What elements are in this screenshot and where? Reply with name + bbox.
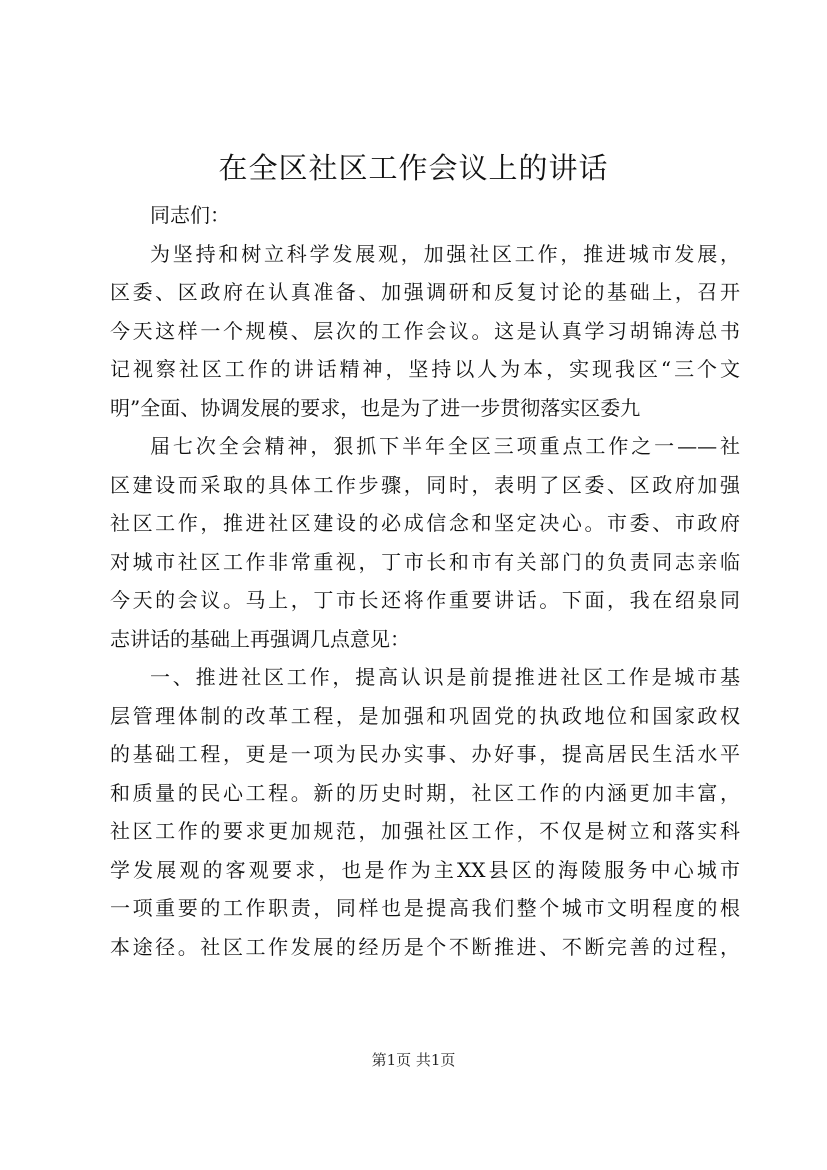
paragraph-line: 记视察社区工作的讲话精神，坚持以人为本，实现我区“三个文 bbox=[110, 357, 740, 381]
paragraph-line: 社区工作的要求更加规范，加强社区工作，不仅是树立和落实科 bbox=[110, 819, 740, 843]
paragraph-line: 社区工作，推进社区建设的必成信念和坚定决心。市委、市政府 bbox=[110, 511, 740, 535]
paragraph-line: 届七次全会精神，狠抓下半年全区三项重点工作之一——社 bbox=[150, 434, 740, 458]
paragraph-line: 今天这样一个规模、层次的工作会议。这是认真学习胡锦涛总书 bbox=[110, 318, 740, 343]
paragraph-line: 一项重要的工作职责，同样也是提高我们整个城市文明程度的根 bbox=[110, 896, 740, 920]
paragraph-line: 对城市社区工作非常重视，丁市长和市有关部门的负责同志亲临 bbox=[110, 549, 740, 574]
paragraph-line: 的基础工程，更是一项为民办实事、办好事，提高居民生活水平 bbox=[110, 742, 740, 766]
document-body bbox=[110, 196, 740, 966]
paragraph-line: 今天的会议。马上，丁市长还将作重要讲话。下面，我在绍泉同 bbox=[110, 588, 740, 612]
paragraph-line: 明”全面、协调发展的要求，也是为了进一步贯彻落实区委九 bbox=[110, 395, 641, 420]
paragraph-line: 区建设而采取的具体工作步骤，同时，表明了区委、区政府加强 bbox=[110, 472, 740, 497]
paragraph-line: 和质量的民心工程。新的历史时期，社区工作的内涵更加丰富， bbox=[110, 780, 740, 805]
salutation: 同志们： bbox=[150, 203, 230, 227]
paragraph-lines bbox=[110, 235, 740, 967]
paragraph-line: 层管理体制的改革工程，是加强和巩固党的执政地位和国家政权 bbox=[110, 703, 740, 728]
paragraph-line: 区委、区政府在认真准备、加强调研和反复讨论的基础上，召开 bbox=[110, 280, 740, 304]
paragraph-line: 学发展观的客观要求，也是作为主XX县区的海陵服务中心城市 bbox=[110, 857, 740, 882]
paragraph-line: 为坚持和树立科学发展观，加强社区工作，推进城市发展， bbox=[150, 241, 740, 266]
page-footer: 第1页 共1页 bbox=[371, 1051, 456, 1069]
document-title: 在全区社区工作会议上的讲话 bbox=[218, 151, 609, 185]
paragraph-line: 一、推进社区工作，提高认识是前提推进社区工作是城市基 bbox=[150, 665, 740, 689]
paragraph-line: 志讲话的基础上再强调几点意见： bbox=[110, 626, 410, 651]
paragraph-line: 本途径。社区工作发展的经历是个不断推进、不断完善的过程， bbox=[110, 934, 740, 959]
